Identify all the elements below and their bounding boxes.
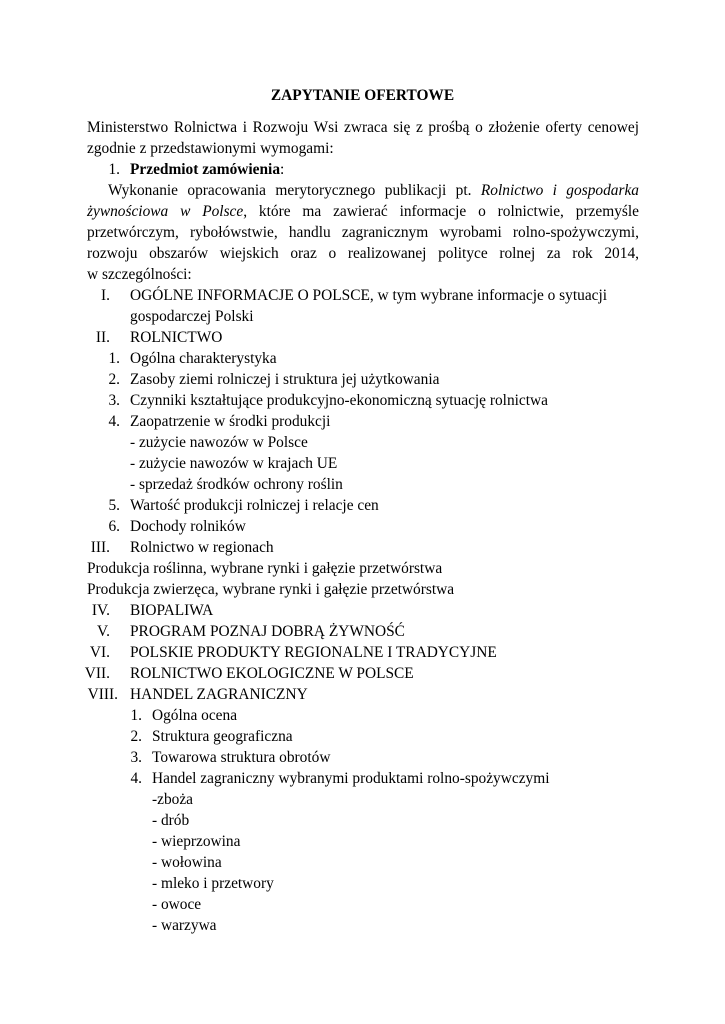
list-item: Zaopatrzenie w środki produkcji bbox=[130, 413, 331, 430]
outline-item-vii: ROLNICTWO EKOLOGICZNE W POLSCE bbox=[130, 665, 414, 682]
list-number: 1. bbox=[108, 350, 120, 367]
sub-list-item: - owoce bbox=[152, 896, 202, 913]
list-number: 1. bbox=[130, 707, 142, 724]
section-heading-label: Przedmiot zamówienia bbox=[130, 161, 281, 178]
list-number: 3. bbox=[108, 392, 120, 409]
list-item: Towarowa struktura obrotów bbox=[152, 749, 331, 766]
sub-list-item: - zużycie nawozów w krajach UE bbox=[130, 455, 338, 472]
list-item: Wartość produkcji rolniczej i relacje cen bbox=[130, 497, 379, 514]
plain-line: Produkcja roślinna, wybrane rynki i gałęzie przetwórstwa bbox=[87, 560, 443, 577]
list-item: Zasoby ziemi rolniczej i struktura jej użytkowania bbox=[130, 371, 440, 388]
outline-item-v: PROGRAM POZNAJ DOBRĄ ŻYWNOŚĆ bbox=[130, 623, 405, 640]
section-heading-colon: : bbox=[280, 161, 285, 178]
description-line-3: przetwórczym, rybołówstwie, handlu zagranicznym wyrobami rolno-spożywczymi, bbox=[87, 224, 639, 241]
list-number: 2. bbox=[130, 728, 142, 745]
list-number: 2. bbox=[108, 371, 120, 388]
intro-line-1: Ministerstwo Rolnictwa i Rozwoju Wsi zwraca się z prośbą o złożenie oferty cenowej bbox=[87, 119, 639, 136]
list-item: Ogólna charakterystyka bbox=[130, 350, 277, 367]
section-heading bbox=[130, 159, 284, 180]
sub-list-item: - drób bbox=[152, 812, 190, 829]
sub-list-item: - wieprzowina bbox=[152, 833, 241, 850]
list-number: 3. bbox=[130, 749, 142, 766]
description-line-2 bbox=[87, 201, 639, 222]
list-number: 4. bbox=[130, 770, 142, 787]
sub-list-item: - mleko i przetwory bbox=[152, 875, 274, 892]
outline-item-iv: BIOPALIWA bbox=[130, 602, 214, 619]
description-text: Wykonanie opracowania merytorycznego publikacji pt. bbox=[108, 182, 472, 199]
description-text: , które ma zawierać informacje o rolnictwie, przemyśle bbox=[243, 203, 639, 220]
description-line-5: w szczególności: bbox=[87, 266, 192, 283]
outline-number-viii: VIII. bbox=[87, 686, 118, 703]
outline-number-ii: II. bbox=[95, 329, 110, 346]
outline-number-v: V. bbox=[97, 623, 110, 640]
outline-number-vi: VI. bbox=[89, 644, 110, 661]
outline-item-ii: ROLNICTWO bbox=[130, 329, 223, 346]
outline-number-iii: III. bbox=[90, 539, 110, 556]
list-number: 6. bbox=[108, 518, 120, 535]
list-number: 4. bbox=[108, 413, 120, 430]
list-item: Dochody rolników bbox=[130, 518, 246, 535]
intro-line-2: zgodnie z przedstawionymi wymogami: bbox=[87, 140, 334, 157]
publication-title-part-2: żywnościowa w Polsce bbox=[87, 203, 244, 220]
outline-item-vi: POLSKIE PRODUKTY REGIONALNE I TRADYCYJNE bbox=[130, 644, 497, 661]
list-item: Struktura geograficzna bbox=[152, 728, 293, 745]
outline-number-vii: VII. bbox=[84, 665, 110, 682]
section-number: 1. bbox=[108, 161, 120, 178]
outline-item-i: OGÓLNE INFORMACJE O POLSCE, w tym wybrane informacje o sytuacji bbox=[130, 287, 608, 304]
list-item: Czynniki kształtujące produkcyjno-ekonomiczną sytuację rolnictwa bbox=[130, 392, 548, 409]
list-number: 5. bbox=[108, 497, 120, 514]
outline-item-i-cont: gospodarczej Polski bbox=[130, 308, 254, 325]
list-item: Handel zagraniczny wybranymi produktami rolno-spożywczymi bbox=[152, 770, 550, 787]
document-title: ZAPYTANIE OFERTOWE bbox=[270, 87, 455, 104]
sub-list-item: -zboża bbox=[152, 791, 194, 808]
sub-list-item: - zużycie nawozów w Polsce bbox=[130, 434, 308, 451]
plain-line: Produkcja zwierzęca, wybrane rynki i gałęzie przetwórstwa bbox=[87, 581, 455, 598]
outline-item-viii: HANDEL ZAGRANICZNY bbox=[130, 686, 308, 703]
description-line-4: rozwoju obszarów wiejskich oraz o realizowanej polityce rolnej za rok 2014, bbox=[87, 245, 639, 262]
outline-number-i: I. bbox=[101, 287, 110, 304]
list-item: Ogólna ocena bbox=[152, 707, 238, 724]
sub-list-item: - wołowina bbox=[152, 854, 222, 871]
outline-item-iii: Rolnictwo w regionach bbox=[130, 539, 274, 556]
description-line-1 bbox=[108, 180, 639, 201]
sub-list-item: - warzywa bbox=[152, 917, 217, 934]
sub-list-item: - sprzedaż środków ochrony roślin bbox=[130, 476, 343, 493]
publication-title-part-1: Rolnictwo i gospodarka bbox=[480, 182, 639, 199]
outline-number-iv: IV. bbox=[91, 602, 110, 619]
